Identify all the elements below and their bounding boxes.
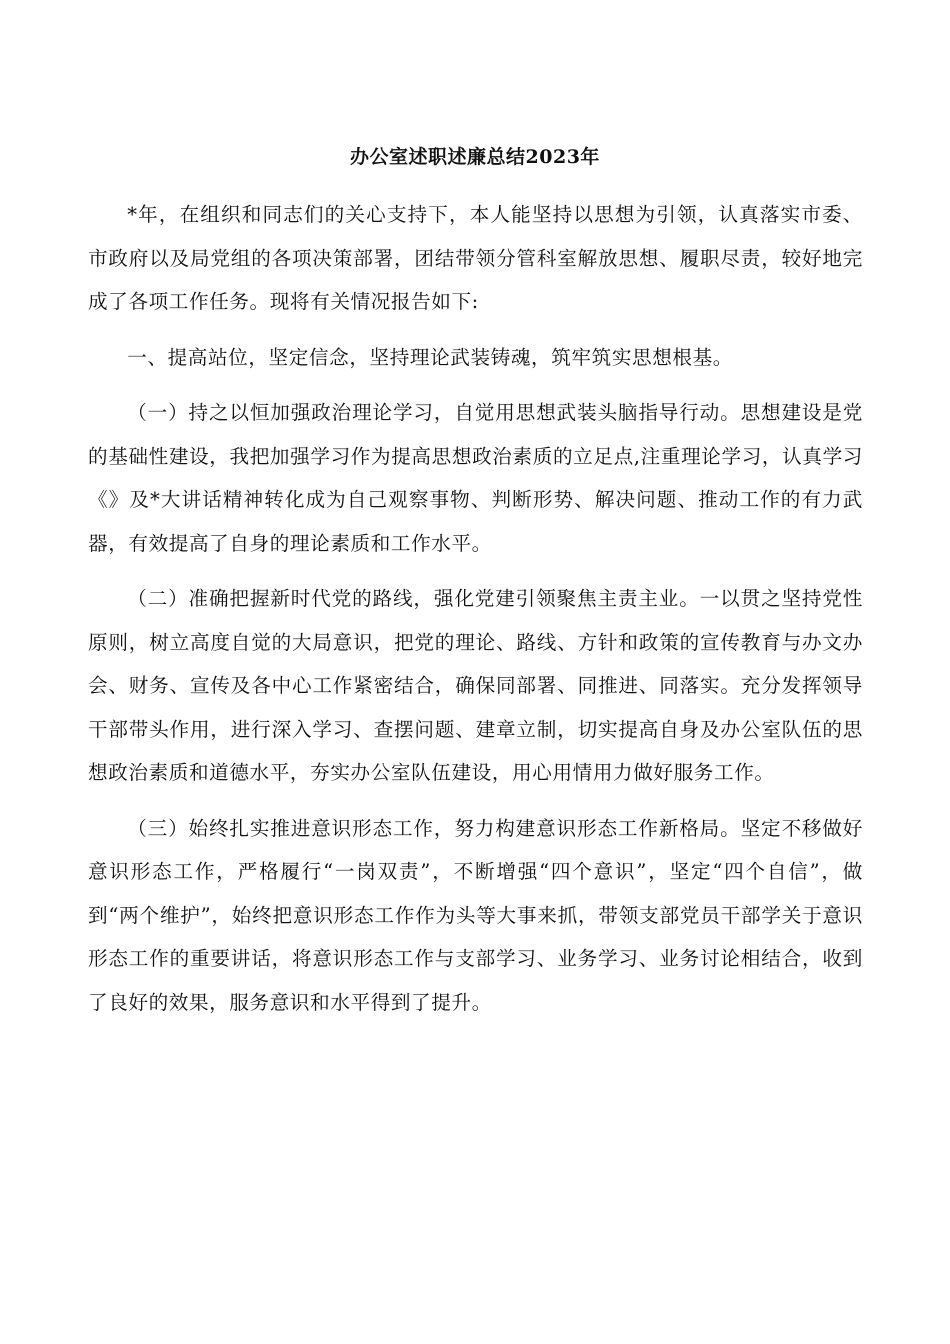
section-heading-1: 一、提高站位，坚定信念，坚持理论武装铸魂，筑牢筑实思想根基。 [127, 345, 733, 369]
intro-paragraph: *年，在组织和同志们的关心支持下，本人能坚持以思想为引领，认真落实市委、市政府以及局党组的各项决策部署，团结带领分管科室解放思想、履职尽责，较好地完成了各项工作任务。现将有关情况报告如下: [88, 203, 863, 313]
document-body [88, 193, 863, 1036]
subsection-paragraph-2: （二）准确把握新时代党的路线，强化党建引领聚焦主责主业。一以贯之坚持党性原则，树立高度自觉的大局意识，把党的理论、路线、方针和政策的宣传教育与办文办会、财务、宣传及各中心工作紧密结合，确保同部署、同推进、同落实。充分发挥领导干部带头作用，进行深入学习、查摆问题、建章立制，切实提高自身及办公室队伍的思想政治素质和道德水平，夯实办公室队伍建设，用心用情用力做好服务工作。 [88, 587, 863, 784]
document-title: 办公室述职述廉总结2023年 [350, 146, 600, 168]
subsection-paragraph-3: （三）始终扎实推进意识形态工作，努力构建意识形态工作新格局。坚定不移做好意识形态工作，严格履行“一岗双责”，不断增强“四个意识”，坚定“四个自信”，做到“两个维护”，始终把意识形态工作作为头等大事来抓，带领支部党员干部学关于意识形态工作的重要讲话，将意识形态工作与支部学习、业务学习、业务讨论相结合，收到了良好的效果，服务意识和水平得到了提升。 [88, 816, 863, 1014]
subsection-paragraph-1: （一）持之以恒加强政治理论学习，自觉用思想武装头脑指导行动。思想建设是党的基础性建设，我把加强学习作为提高思想政治素质的立足点,注重理论学习，认真学习《》及*大讲话精神转化成为自己观察事物、判断形势、解决问题、推动工作的有力武器，有效提高了自身的理论素质和工作水平。 [88, 401, 863, 555]
